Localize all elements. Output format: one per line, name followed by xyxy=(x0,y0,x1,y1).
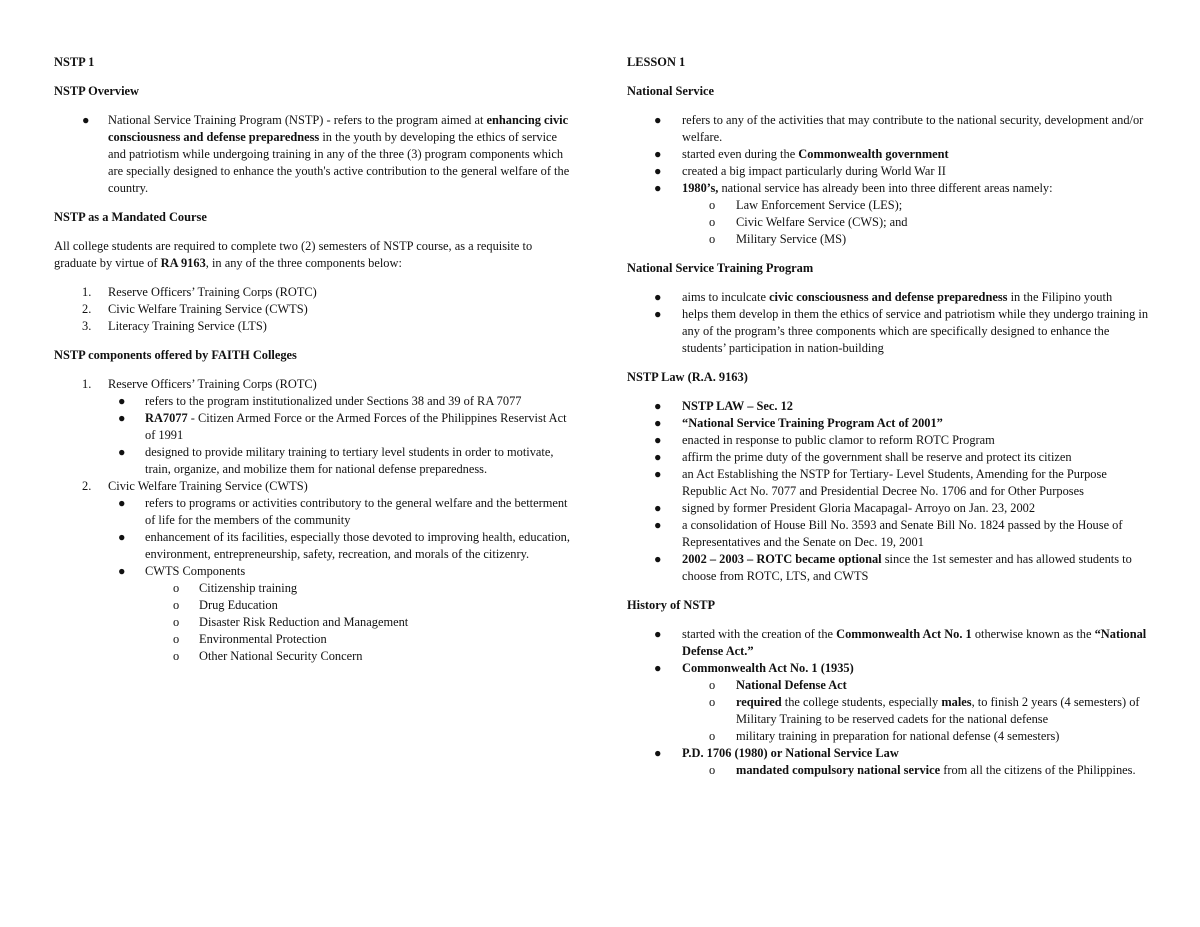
bullet-icon: ● xyxy=(654,181,662,195)
bullet-icon: ● xyxy=(654,552,662,566)
list-item: 3. Literacy Training Service (LTS) xyxy=(82,319,267,333)
list-item: ● Commonwealth Act No. 1 (1935) xyxy=(654,661,854,675)
bullet-icon: ● xyxy=(654,147,662,161)
list-item: o National Defense Act xyxy=(709,678,847,692)
right-column xyxy=(627,54,1152,779)
list-item: ● designed to provide military training to tertiary level students in order to motivate, train, organize, and mobilize them for national defense preparedness. xyxy=(118,445,554,476)
list-item: ● started even during the Commonwealth government xyxy=(654,147,949,161)
list-item: ● 2002 – 2003 – ROTC became optional since the 1st semester and has allowed students to choose from ROTC, LTS, and CWTS xyxy=(654,552,1132,583)
bullet-icon: ● xyxy=(654,290,662,304)
lesson-title: LESSON 1 xyxy=(627,55,686,69)
list-item: o Military Service (MS) xyxy=(709,232,847,246)
list-item: ● a consolidation of House Bill No. 3593 and Senate Bill No. 1824 passed by the House of Representatives and the Senate on Dec. 19, 2001 xyxy=(654,518,1123,549)
bullet-icon: ● xyxy=(654,661,662,675)
list-item: ● 1980’s, national service has already been into three different areas namely: xyxy=(654,181,1053,195)
list-item: 1. Reserve Officers’ Training Corps (ROTC) xyxy=(82,285,317,299)
mandated-text: All college students are required to complete two (2) semesters of NSTP course, as a requisite to graduate by virtue of RA 9163, in any of the three components below: xyxy=(54,239,533,270)
nstp-program-heading: National Service Training Program xyxy=(627,261,814,275)
history-heading: History of NSTP xyxy=(627,598,716,612)
bullet-icon: ● xyxy=(654,501,662,515)
list-item: o Drug Education xyxy=(173,598,278,612)
bullet-icon: ● xyxy=(118,496,126,510)
list-item: ● RA7077 - Citizen Armed Force or the Armed Forces of the Philippines Reservist Act of 1991 xyxy=(118,411,567,442)
bullet-icon: ● xyxy=(118,530,126,544)
list-item: ● enacted in response to public clamor to reform ROTC Program xyxy=(654,433,995,447)
mandated-heading: NSTP as a Mandated Course xyxy=(54,210,207,224)
list-item: ● refers to programs or activities contributory to the general welfare and the betterment of life for the members of the community xyxy=(118,496,568,527)
bullet-icon: ● xyxy=(654,627,662,641)
list-item: o mandated compulsory national service from all the citizens of the Philippines. xyxy=(709,763,1136,777)
bullet-icon: ● xyxy=(118,445,126,459)
bullet-icon: ● xyxy=(654,164,662,178)
list-item: ● helps them develop in them the ethics of service and patriotism while they undergo training in any of the program’s three components which are specifically designed to enhance the students’ participation in nation-building xyxy=(654,307,1149,355)
list-item: o Civic Welfare Service (CWS); and xyxy=(709,215,908,229)
bullet-icon: ● xyxy=(654,307,662,321)
bullet-icon: ● xyxy=(654,518,662,532)
list-item: ● P.D. 1706 (1980) or National Service Law xyxy=(654,746,899,760)
list-item: o Environmental Protection xyxy=(173,632,327,646)
list-item: ● created a big impact particularly during World War II xyxy=(654,164,946,178)
list-item: ● started with the creation of the Commonwealth Act No. 1 otherwise known as the “National Defense Act.” xyxy=(654,627,1147,658)
bullet-icon: ● xyxy=(118,564,126,578)
list-item: 1. Reserve Officers’ Training Corps (ROTC) xyxy=(82,377,317,391)
list-item: ● signed by former President Gloria Macapagal- Arroyo on Jan. 23, 2002 xyxy=(654,501,1036,515)
list-item: o required the college students, especially males, to finish 2 years (4 semesters) of Military Training to be reserved cadets for the national defense xyxy=(709,695,1140,726)
list-item: ● refers to the program institutionalized under Sections 38 and 39 of RA 7077 xyxy=(118,394,522,408)
list-item: o Other National Security Concern xyxy=(173,649,363,663)
list-item: ● NSTP LAW – Sec. 12 xyxy=(654,399,793,413)
list-item: ● CWTS Components xyxy=(118,564,246,578)
list-item: o Law Enforcement Service (LES); xyxy=(709,198,903,212)
bullet-icon: ● xyxy=(118,411,126,425)
nstp1-title: NSTP 1 xyxy=(54,55,95,69)
bullet-icon: ● xyxy=(654,746,662,760)
bullet-icon: ● xyxy=(654,416,662,430)
bullet-icon: ● xyxy=(654,467,662,481)
list-item: ● refers to any of the activities that may contribute to the national security, development and/or welfare. xyxy=(654,113,1144,144)
list-item: 2. Civic Welfare Training Service (CWTS) xyxy=(82,302,308,316)
bullet-icon: ● xyxy=(654,399,662,413)
list-item: o Disaster Risk Reduction and Management xyxy=(173,615,409,629)
bullet-icon: ● xyxy=(654,433,662,447)
bullet-icon: ● xyxy=(118,394,126,408)
list-item: o Citizenship training xyxy=(173,581,298,595)
left-column xyxy=(54,54,574,665)
list-item: ● “National Service Training Program Act of 2001” xyxy=(654,416,943,430)
bullet-icon: ● xyxy=(82,113,90,127)
list-item: ● aims to inculcate civic consciousness and defense preparedness in the Filipino youth xyxy=(654,290,1113,304)
list-item: o military training in preparation for national defense (4 semesters) xyxy=(709,729,1060,743)
overview-bullet: ● National Service Training Program (NSTP) - refers to the program aimed at enhancing civic consciousness and defense preparedness in the youth by developing the ethics of service and patriotism while undergoing training in any of the three (3) program components which are specially designed to enhance the youth's active contribution to the general welfare of the country. xyxy=(82,113,570,195)
list-item: ● an Act Establishing the NSTP for Tertiary- Level Students, Amending for the Purpose Republic Act No. 7077 and Presidential Decree No. 1706 and for Other Purposes xyxy=(654,467,1107,498)
faith-heading: NSTP components offered by FAITH Colleges xyxy=(54,348,297,362)
bullet-icon: ● xyxy=(654,113,662,127)
list-item: 2. Civic Welfare Training Service (CWTS) xyxy=(82,479,308,493)
nstp-law-heading: NSTP Law (R.A. 9163) xyxy=(627,370,748,384)
list-item: ● enhancement of its facilities, especially those devoted to improving health, education, environment, entrepreneurship, safety, recreation, and morals of the citizenry. xyxy=(118,530,570,561)
national-service-heading: National Service xyxy=(627,84,715,98)
bullet-icon: ● xyxy=(654,450,662,464)
overview-heading: NSTP Overview xyxy=(54,84,140,98)
list-item: ● affirm the prime duty of the government shall be reserve and protect its citizen xyxy=(654,450,1072,464)
